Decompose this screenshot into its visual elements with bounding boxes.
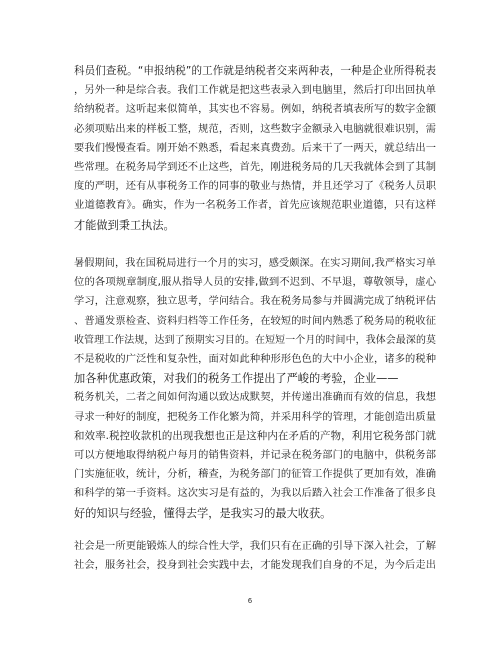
text-line: 才能做到秉工执法。 [74,218,175,232]
text-line: 好的知识与经验，懂得去学，是我实习的最大收获。 [74,506,332,520]
text-line: 加各种优惠政策，对我们的税务工作提出了严峻的考验，企业—— [74,372,399,386]
text-line: 业道德教育》。确实，作为一名税务工作者，首先应该规范职业道德，只有这样 [74,199,436,212]
text-line: 可以方便地取得纳税户每月的销售资料，并记录在税务部门的电脑中，供税务部 [74,449,436,462]
text-line: 必须项贴出来的样板工整，规范，否则，这些数字金额录入电脑就很难识别，需 [74,122,436,135]
text-line: 不是税收的广泛性和复杂性，面对如此种种形形色色的大中小企业，诸多的税种 [74,353,436,366]
text-line: 科员们查税。“申报纳税”的工作就是纳税者交来两种表，一种是企业所得税表 [74,65,436,77]
text-line: 学习，注意观察，独立思考，学问结合。我在税务局参与并圆满完成了纳税评估 [74,295,436,308]
text-line: 些常理。在税务局学到还不止这些，首先，刚进税务局的几天我就体会到了其制 [74,161,436,174]
text-line: 寻求一种好的制度，把税务工作化繁为简，并采用科学的管理，才能创造出质量 [74,410,436,423]
text-line: 税务机关，二者之间如何沟通以致达成默契，并传递出准确而有效的信息，我想 [74,391,436,404]
paragraph-tax-declaration [74,62,436,235]
text-line: 社会，服务社会，投身到社会实践中去，才能发现我们自身的不足，为今后走出 [74,559,436,572]
text-line: 和科学的第一手资料。这次实习是有益的，为我以后踏入社会工作准备了很多良 [74,487,436,500]
text-line: 位的各项规章制度,服从指导人员的安排,做到不迟到、不早退，尊敬领导，虚心 [74,276,436,289]
text-line: 暑假期间，我在国税局进行一个月的实习，感受颇深。在实习期间,我严格实习单 [74,258,436,269]
text-line: 收管理工作法规，达到了预期实习目的。在短短一个月的时间中，我体会最深的莫 [74,334,436,346]
text-line: 要我们慢慢查看。刚开始不熟悉，看起来真费劲。后来干了一两天，就总结出一 [74,141,436,154]
text-line: 门实施征收，统计，分析，稽查，为税务部门的征管工作提供了更加有效，准确 [74,468,436,481]
text-line: 和效率.税控收款机的出现我想也正是这种内在矛盾的产物，利用它税务部门就 [74,429,436,442]
paragraph-society [74,537,436,575]
text-line: 度的严明，还有从事税务工作的同事的敬业与热情，并且还学习了《税务人员职 [74,180,436,193]
text-line: 社会是一所更能锻炼人的综合性大学，我们只有在正确的引导下深入社会，了解 [74,540,436,552]
text-line: ，另外一种是综合表。我们工作就是把这些表录入到电脑里，然后打印出回执单 [74,84,436,97]
page-number: 6 [247,597,253,605]
paragraph-internship [74,254,436,523]
text-line: 、普通发票检查、资料归档等工作任务，在较短的时间内熟悉了税务局的税收征 [74,314,436,327]
text-line: 给纳税者。这听起来似简单，其实也不容易。例如，纳税者填表所写的数字金额 [74,103,436,116]
